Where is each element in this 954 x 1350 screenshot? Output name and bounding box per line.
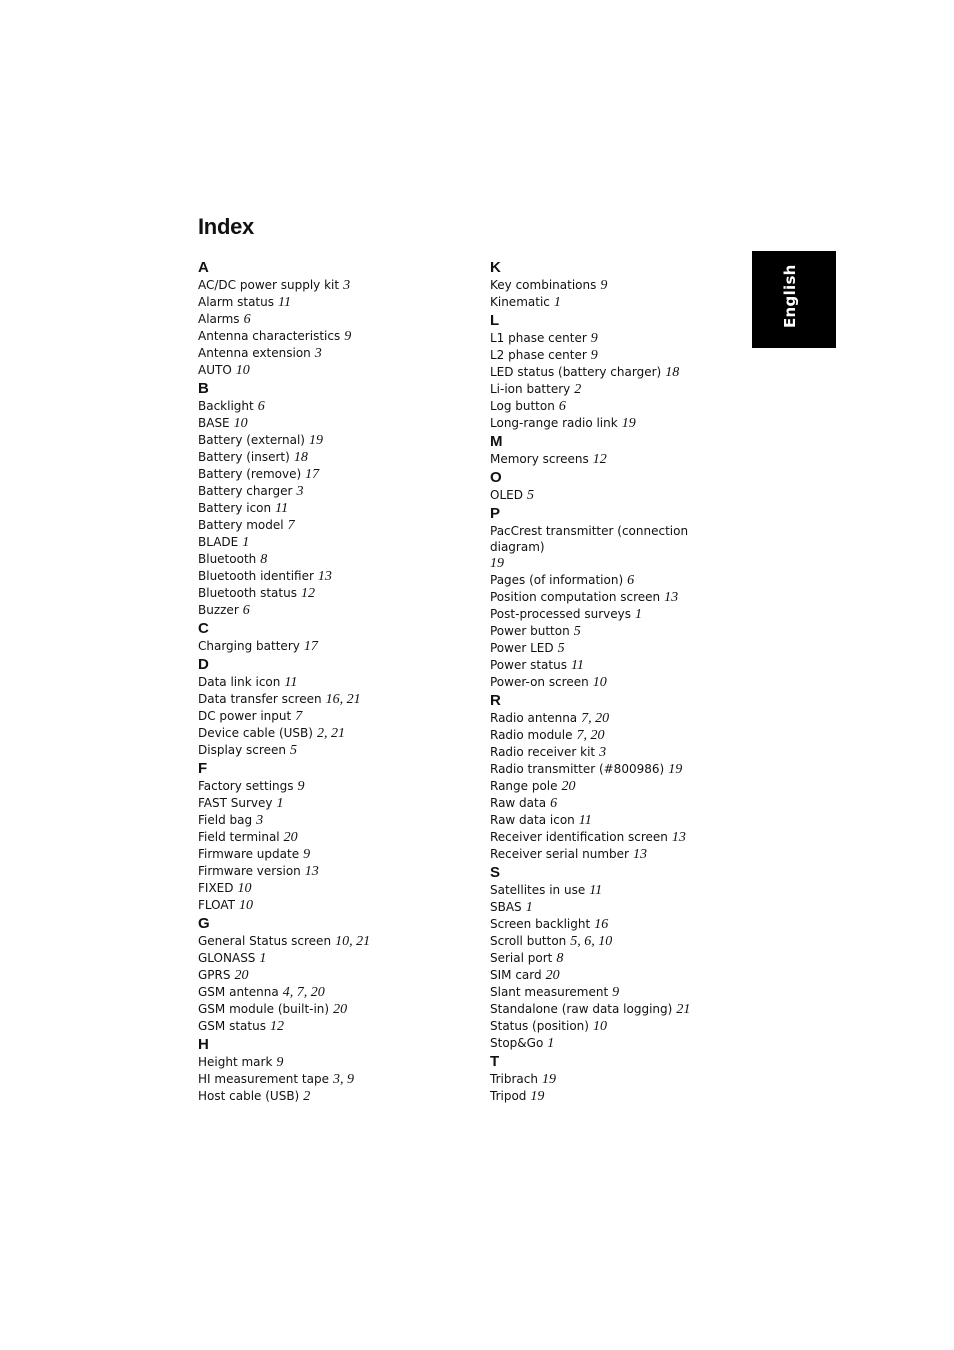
index-term: Data transfer screen [198, 692, 322, 706]
index-term: Key combinations [490, 278, 597, 292]
index-page-ref: 10 [233, 416, 248, 431]
index-term: Battery (external) [198, 433, 305, 447]
index-entry [198, 933, 458, 950]
index-term: GLONASS [198, 951, 256, 965]
index-entry [490, 795, 740, 812]
index-term: Alarm status [198, 295, 274, 309]
index-entry [490, 277, 740, 294]
index-page-ref: 18 [665, 365, 680, 380]
index-page-ref: 6 [257, 399, 265, 414]
index-page-ref: 10 [235, 363, 250, 378]
index-page-ref: 6 [550, 796, 558, 811]
index-page-ref: 13 [664, 590, 679, 605]
index-page-ref: 2 [303, 1089, 311, 1104]
index-term: Pages (of information) [490, 573, 624, 587]
index-page-ref: 19 [621, 416, 636, 431]
index-term: Post-processed surveys [490, 607, 631, 621]
index-term: Radio antenna [490, 711, 578, 725]
index-page-ref: 17 [305, 467, 320, 482]
index-entry [490, 846, 740, 863]
index-entry [198, 984, 458, 1001]
index-page-ref: 19 [541, 1072, 556, 1087]
index-entry [490, 330, 740, 347]
index-page-ref: 6 [242, 603, 250, 618]
index-term: Long-range radio link [490, 416, 618, 430]
index-term: Raw data [490, 796, 547, 810]
index-page-ref: 3, 9 [332, 1072, 354, 1087]
index-entry [490, 984, 740, 1001]
index-page-ref: 11 [570, 658, 584, 673]
index-page-ref: 9 [297, 779, 305, 794]
index-entry [490, 451, 740, 468]
index-term: Status (position) [490, 1019, 589, 1033]
index-entry [490, 589, 740, 606]
index-entry [490, 916, 740, 933]
index-term: Kinematic [490, 295, 550, 309]
index-entry [198, 311, 458, 328]
index-entry [198, 1071, 458, 1088]
index-term: Radio receiver kit [490, 745, 596, 759]
index-term: Data link icon [198, 675, 281, 689]
index-page-ref: 10 [592, 1019, 607, 1034]
index-term: Field bag [198, 813, 253, 827]
index-page-ref: 5 [289, 743, 297, 758]
index-entry [198, 585, 458, 602]
index-page-ref: 9 [303, 847, 311, 862]
index-entry [198, 708, 458, 725]
index-entry [198, 795, 458, 812]
index-page-ref: 20 [234, 968, 249, 983]
index-entry [198, 950, 458, 967]
index-entry [490, 1071, 740, 1088]
index-term: Raw data icon [490, 813, 575, 827]
index-entry [490, 487, 740, 504]
index-term: Slant measurement [490, 985, 609, 999]
index-section-a [198, 258, 458, 379]
index-term: Antenna characteristics [198, 329, 341, 343]
index-page-ref: 7 [287, 518, 295, 533]
index-entry [198, 1018, 458, 1035]
index-entry [490, 829, 740, 846]
index-term: Screen backlight [490, 917, 591, 931]
index-page-ref: 5 [526, 488, 534, 503]
index-entry [198, 415, 458, 432]
index-section-o [490, 468, 740, 504]
index-letter-heading: C [198, 620, 209, 637]
language-tab [752, 251, 836, 348]
index-page-ref: 9 [344, 329, 352, 344]
index-entry [198, 742, 458, 759]
index-page-ref: 2 [574, 382, 582, 397]
index-letter-heading: R [490, 692, 501, 709]
index-term: FIXED [198, 881, 234, 895]
index-entry [490, 572, 740, 589]
index-page-ref: 10 [237, 881, 252, 896]
index-page-ref: 20 [545, 968, 560, 983]
index-page-ref: 3 [296, 484, 304, 499]
index-entry [490, 640, 740, 657]
index-page-ref: 20 [283, 830, 298, 845]
index-term: AUTO [198, 363, 232, 377]
index-entry [198, 483, 458, 500]
index-entry [490, 1001, 740, 1018]
index-page-ref: 4, 7, 20 [282, 985, 325, 1000]
index-page-ref: 3 [256, 813, 264, 828]
index-page-ref: 3 [343, 278, 351, 293]
index-entry [198, 466, 458, 483]
index-term: Factory settings [198, 779, 294, 793]
index-term: AC/DC power supply kit [198, 278, 340, 292]
index-section-l [490, 311, 740, 432]
index-page-ref: 11 [275, 501, 289, 516]
index-term: Backlight [198, 399, 254, 413]
index-term: GPRS [198, 968, 231, 982]
index-term: Bluetooth status [198, 586, 297, 600]
index-term: Bluetooth [198, 552, 257, 566]
index-page-ref: 11 [589, 883, 603, 898]
index-entry [198, 345, 458, 362]
index-letter-heading: B [198, 380, 209, 397]
index-page-ref: 1 [242, 535, 250, 550]
index-term: PacCrest transmitter (connection diagram) [490, 524, 689, 554]
index-page-ref: 9 [590, 348, 598, 363]
index-term: SIM card [490, 968, 542, 982]
index-entry [198, 398, 458, 415]
index-term: Serial port [490, 951, 553, 965]
index-letter-heading: T [490, 1053, 500, 1070]
index-term: Stop&Go [490, 1036, 544, 1050]
index-section-f [198, 759, 458, 914]
index-term: Range pole [490, 779, 558, 793]
index-entry [490, 967, 740, 984]
index-page-ref: 1 [553, 295, 561, 310]
index-page-ref: 11 [578, 813, 592, 828]
index-letter-heading: K [490, 259, 501, 276]
index-page-ref: 19 [530, 1089, 545, 1104]
index-letter-heading: S [490, 864, 501, 881]
index-entry [198, 674, 458, 691]
index-page-ref: 9 [590, 331, 598, 346]
index-letter-heading: L [490, 312, 500, 329]
index-term: GSM module (built-in) [198, 1002, 330, 1016]
index-page-ref: 9 [600, 278, 608, 293]
index-page-ref: 16, 21 [325, 692, 361, 707]
index-section-s [490, 863, 740, 1052]
index-page-ref: 11 [284, 675, 298, 690]
index-page-ref: 17 [303, 639, 318, 654]
index-term: FLOAT [198, 898, 236, 912]
index-page-ref: 9 [276, 1055, 284, 1070]
index-section-d [198, 655, 458, 759]
index-letter-heading: A [198, 259, 209, 276]
index-page-ref: 13 [317, 569, 332, 584]
index-entry [490, 398, 740, 415]
index-page-ref: 6 [558, 399, 566, 414]
index-term: Radio module [490, 728, 573, 742]
index-term: DC power input [198, 709, 292, 723]
index-term: Log button [490, 399, 555, 413]
index-section-m [490, 432, 740, 468]
index-entry [490, 727, 740, 744]
index-entry [490, 381, 740, 398]
index-entry [198, 725, 458, 742]
index-entry [198, 880, 458, 897]
index-page-ref: 1 [635, 607, 642, 622]
index-page-ref: 10, 21 [335, 934, 371, 949]
index-page-ref: 19 [490, 556, 504, 571]
index-term: Charging battery [198, 639, 300, 653]
index-term: Scroll button [490, 934, 567, 948]
index-term: GSM status [198, 1019, 266, 1033]
index-term: BASE [198, 416, 230, 430]
index-page-ref: 1 [259, 951, 267, 966]
index-term: Buzzer [198, 603, 239, 617]
index-page-ref: 7, 20 [576, 728, 605, 743]
index-entry [198, 362, 458, 379]
index-section-t [490, 1052, 740, 1105]
index-term: Alarms [198, 312, 240, 326]
index-term: Radio transmitter (#800986) [490, 762, 665, 776]
index-page-ref: 19 [668, 762, 683, 777]
index-page-ref: 20 [561, 779, 576, 794]
index-page-ref: 18 [293, 450, 308, 465]
index-term: Battery charger [198, 484, 293, 498]
index-column-right [490, 258, 740, 1105]
index-entry [198, 534, 458, 551]
index-entry [198, 829, 458, 846]
index-entry [198, 1088, 458, 1105]
index-page-ref: 11 [278, 295, 291, 310]
index-entry [198, 517, 458, 534]
index-entry [198, 897, 458, 914]
index-page-ref: 10 [592, 675, 607, 690]
index-term: Power-on screen [490, 675, 589, 689]
index-entry [198, 449, 458, 466]
index-page-ref: 6 [243, 312, 251, 327]
index-entry [490, 657, 740, 674]
index-term: LED status (battery charger) [490, 365, 662, 379]
index-entry [490, 606, 740, 623]
index-entry [490, 950, 740, 967]
index-entry [490, 778, 740, 795]
index-page-ref: 20 [333, 1002, 348, 1017]
index-term: Satellites in use [490, 883, 586, 897]
index-entry [490, 761, 740, 778]
index-entry [198, 568, 458, 585]
index-page-ref: 10 [239, 898, 254, 913]
index-entry [490, 1018, 740, 1035]
index-entry [198, 778, 458, 795]
index-term: L1 phase center [490, 331, 587, 345]
index-page-ref: 5 [557, 641, 565, 656]
index-term: Battery icon [198, 501, 272, 515]
index-entry [198, 432, 458, 449]
index-term: Bluetooth identifier [198, 569, 314, 583]
index-term: Power LED [490, 641, 554, 655]
index-page-ref: 5 [573, 624, 581, 639]
index-letter-heading: F [198, 760, 208, 777]
index-term: Firmware update [198, 847, 300, 861]
index-term: Antenna extension [198, 346, 311, 360]
index-term: Standalone (raw data logging) [490, 1002, 673, 1016]
index-entry [198, 846, 458, 863]
index-entry [198, 500, 458, 517]
index-term: L2 phase center [490, 348, 587, 362]
index-entry [490, 899, 740, 916]
index-page-ref: 6 [627, 573, 635, 588]
index-page-ref: 8 [260, 552, 268, 567]
index-term: FAST Survey [198, 796, 273, 810]
index-entry [490, 1035, 740, 1052]
index-entry [198, 294, 458, 311]
index-page-ref: 13 [304, 864, 319, 879]
index-term: Tribrach [490, 1072, 538, 1086]
index-term: Memory screens [490, 452, 589, 466]
index-entry [198, 1054, 458, 1071]
index-term: GSM antenna [198, 985, 279, 999]
index-term: Power status [490, 658, 567, 672]
index-column-left [198, 258, 458, 1105]
index-page-ref: 3 [314, 346, 322, 361]
index-page-ref: 19 [308, 433, 323, 448]
index-section-c [198, 619, 458, 655]
index-entry [490, 710, 740, 727]
index-entry [490, 812, 740, 829]
index-section-g [198, 914, 458, 1035]
index-page-ref: 21 [676, 1002, 691, 1017]
index-letter-heading: P [490, 505, 501, 522]
index-entry [490, 415, 740, 432]
index-term: Power button [490, 624, 570, 638]
index-page-ref: 2, 21 [316, 726, 345, 741]
index-page-ref: 1 [547, 1036, 555, 1051]
index-letter-heading: O [490, 469, 502, 486]
language-tab-label: English [781, 264, 799, 328]
index-entry [490, 347, 740, 364]
index-entry [198, 551, 458, 568]
index-term: Battery (remove) [198, 467, 302, 481]
index-section-b [198, 379, 458, 619]
index-page-ref: 12 [269, 1019, 284, 1034]
index-term: Host cable (USB) [198, 1089, 300, 1103]
index-letter-heading: D [198, 656, 209, 673]
index-entry [490, 744, 740, 761]
index-entry [490, 674, 740, 691]
index-page-ref: 8 [556, 951, 564, 966]
index-term: General Status screen [198, 934, 332, 948]
index-entry [490, 523, 740, 572]
index-letter-heading: H [198, 1036, 209, 1053]
index-page-ref: 3 [599, 745, 607, 760]
index-term: Field terminal [198, 830, 280, 844]
index-page-ref: 12 [300, 586, 315, 601]
index-entry [198, 328, 458, 345]
index-entry [490, 1088, 740, 1105]
index-entry [198, 1001, 458, 1018]
index-page-ref: 7 [295, 709, 303, 724]
index-term: Receiver serial number [490, 847, 629, 861]
index-entry [490, 364, 740, 381]
index-term: HI measurement tape [198, 1072, 329, 1086]
index-term: Height mark [198, 1055, 273, 1069]
index-term: BLADE [198, 535, 239, 549]
index-term: Display screen [198, 743, 286, 757]
index-letter-heading: G [198, 915, 210, 932]
index-term: Li-ion battery [490, 382, 571, 396]
index-term: Battery model [198, 518, 284, 532]
index-page-ref: 1 [525, 900, 533, 915]
index-entry [198, 638, 458, 655]
index-entry [198, 691, 458, 708]
index-page-ref: 16 [594, 917, 609, 932]
index-entry [198, 812, 458, 829]
index-page-ref: 12 [592, 452, 607, 467]
index-term: Position computation screen [490, 590, 661, 604]
index-entry [490, 623, 740, 640]
page-title: Index [198, 214, 254, 239]
index-term: Receiver identification screen [490, 830, 668, 844]
index-entry [490, 882, 740, 899]
index-term: Firmware version [198, 864, 301, 878]
index-entry [490, 933, 740, 950]
index-entry [198, 967, 458, 984]
index-term: Battery (insert) [198, 450, 290, 464]
index-section-p [490, 504, 740, 691]
index-section-r [490, 691, 740, 863]
index-term: Device cable (USB) [198, 726, 313, 740]
index-page-ref: 1 [276, 796, 284, 811]
index-entry [198, 602, 458, 619]
index-entry [198, 277, 458, 294]
index-entry [198, 863, 458, 880]
index-page-ref: 5, 6, 10 [570, 934, 613, 949]
index-section-h [198, 1035, 458, 1105]
index-term: Tripod [490, 1089, 527, 1103]
index-page-ref: 9 [612, 985, 620, 1000]
index-page-ref: 7, 20 [581, 711, 610, 726]
index-letter-heading: M [490, 433, 503, 450]
index-term: SBAS [490, 900, 522, 914]
index-term: OLED [490, 488, 523, 502]
index-page-ref: 13 [632, 847, 647, 862]
index-entry [490, 294, 740, 311]
index-section-k [490, 258, 740, 311]
index-page-ref: 13 [671, 830, 686, 845]
